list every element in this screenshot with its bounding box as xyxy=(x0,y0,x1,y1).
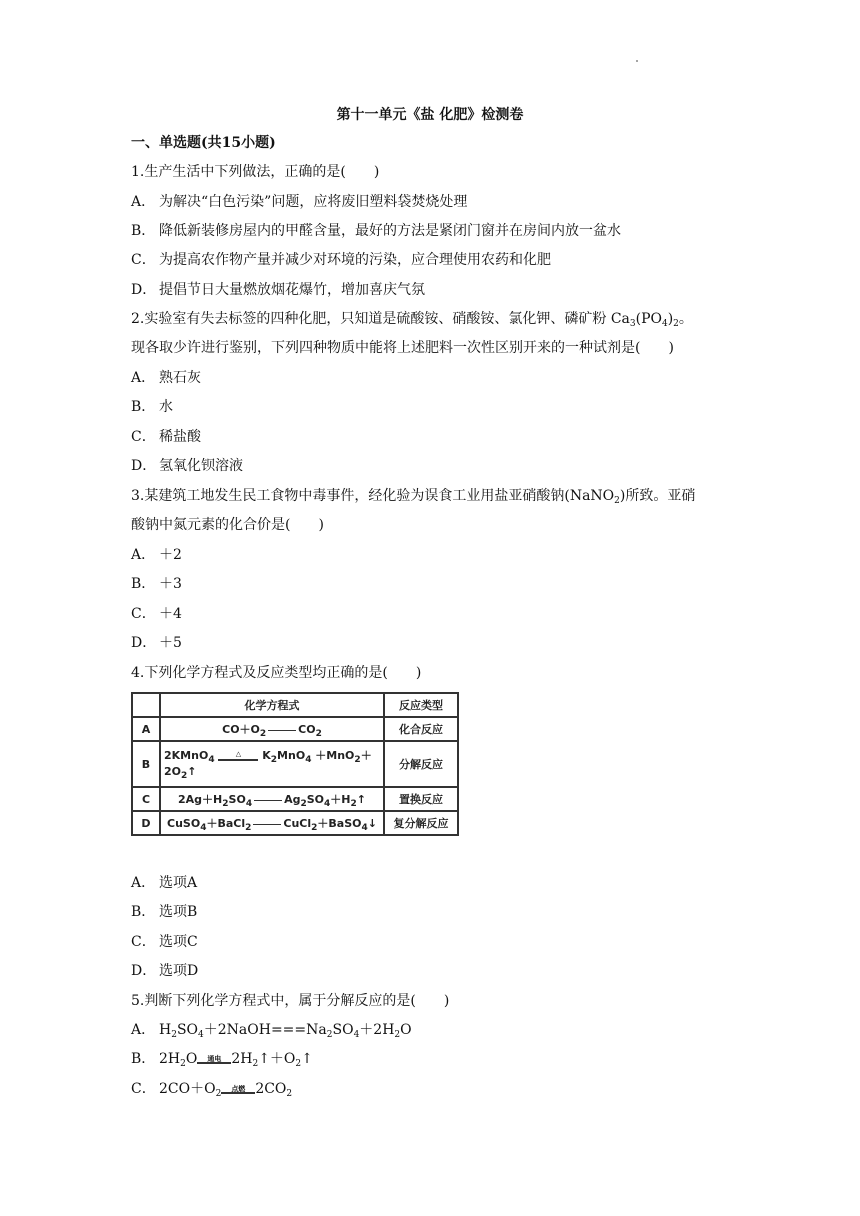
stem-text: )所致。亚硝 xyxy=(619,488,696,504)
equation-cell: $2Ag+H_2SO_4$ $Ag_2SO_4+H_2↑$ xyxy=(160,787,384,811)
option-text: ＋4 xyxy=(159,606,182,622)
equation-cell: CuSO$_4$＋BaCl$_2$ CuCl$_2$＋BaSO$_4$↓ xyxy=(160,811,384,835)
page-dot xyxy=(636,60,638,62)
option-label: B． xyxy=(131,399,156,415)
equation-cell: $CO+O_2$ $CO_2$ xyxy=(160,717,384,741)
q1-option-b xyxy=(131,221,621,241)
q5-option-a xyxy=(131,1020,412,1040)
equation-cell: 2KMnO$_4$ △ $K_2MnO_4 +MnO_2+$ $2O_2↑$ xyxy=(160,741,384,787)
q2-option-b xyxy=(131,397,173,417)
option-label: C． xyxy=(131,606,156,622)
subscript: 4 xyxy=(661,319,668,329)
stem-text: 2.实验室有失去标签的四种化肥，只知道是硫酸铵、硝酸铵、氯化钾、磷矿粉 xyxy=(131,311,607,327)
electrolysis-condition xyxy=(197,1053,231,1065)
option-text: ＋5 xyxy=(159,635,182,651)
equation: $2H_2O$ 通电 $2H_2↑+O_2↑$ xyxy=(159,1051,313,1069)
q2-option-d xyxy=(131,456,243,476)
option-label: B． xyxy=(131,1051,156,1067)
equation: $H_2SO_4+2NaOH===Na_2SO_4+2H_2O$ xyxy=(159,1022,412,1040)
question-2-stem-line2: 现各取少许进行鉴别，下列四种物质中能将上述肥料一次性区别开来的一种试剂是( ) xyxy=(131,340,674,356)
condition-text: 通电 xyxy=(207,1054,222,1063)
option-label: B． xyxy=(131,904,156,920)
option-label: C． xyxy=(131,429,156,445)
q1-option-a xyxy=(131,192,467,212)
formula: ) xyxy=(667,311,674,327)
question-2-stem-line1 xyxy=(131,309,693,329)
q2-option-a xyxy=(131,368,201,388)
option-text: 为提高农作物产量并减少对环境的污染，应合理使用农药和化肥 xyxy=(159,252,551,268)
option-text: 选项D xyxy=(159,963,199,979)
subscript: 3 xyxy=(629,319,636,329)
condition-text: 点燃 xyxy=(231,1084,246,1093)
row-id: D xyxy=(132,811,160,835)
option-label: B． xyxy=(131,223,156,239)
option-label: D． xyxy=(131,282,157,298)
option-text: 氢氧化钡溶液 xyxy=(159,458,243,474)
equation-line xyxy=(254,800,282,801)
table-header-row xyxy=(132,693,458,717)
option-text: ＋3 xyxy=(159,576,182,592)
question-5-stem: 5.判断下列化学方程式中，属于分解反应的是( ) xyxy=(131,993,450,1009)
option-text: 稀盐酸 xyxy=(159,429,201,445)
subscript: 2 xyxy=(673,319,679,329)
option-label: A． xyxy=(131,194,156,210)
condition-symbol: △ xyxy=(235,750,242,758)
option-text: 选项B xyxy=(159,904,198,920)
row-id: C xyxy=(132,787,160,811)
option-label: B． xyxy=(131,576,156,592)
formula: Ca xyxy=(610,311,630,327)
option-text: 水 xyxy=(159,399,173,415)
option-label: D． xyxy=(131,963,157,979)
option-label: A． xyxy=(131,370,156,386)
q4-option-d xyxy=(131,961,198,981)
option-text: 降低新装修房屋内的甲醛含量，最好的方法是紧闭门窗并在房间内放一盆水 xyxy=(159,223,621,239)
heat-condition xyxy=(218,750,258,762)
option-label: A． xyxy=(131,547,156,563)
q5-option-b xyxy=(131,1049,313,1069)
question-3-stem-line2: 酸钠中氮元素的化合价是( ) xyxy=(131,517,324,533)
equation-line xyxy=(268,730,296,731)
question-3-stem-line1 xyxy=(131,486,695,506)
table-header-cell: 化学方程式 xyxy=(160,693,384,717)
equation-line xyxy=(197,1062,231,1064)
q1-option-c xyxy=(131,250,551,270)
row-id: A xyxy=(132,717,160,741)
stem-text: 3.某建筑工地发生民工食物中毒事件，经化验为误食工业用盐亚硝酸钠(NaNO xyxy=(131,488,615,504)
table-row xyxy=(132,787,458,811)
ignition-condition xyxy=(221,1083,255,1095)
option-text: 为解决“白色污染”问题，应将废旧塑料袋焚烧处理 xyxy=(159,194,468,210)
q4-option-b xyxy=(131,902,197,922)
page-title: 第十一单元《盐 化肥》检测卷 xyxy=(336,107,524,123)
section-heading: 一、单选题(共15小题) xyxy=(131,135,276,151)
q4-option-c xyxy=(131,932,198,952)
option-text: 提倡节日大量燃放烟花爆竹，增加喜庆气氛 xyxy=(159,282,425,298)
option-label: C． xyxy=(131,252,156,268)
question-4-stem: 4.下列化学方程式及反应类型均正确的是( ) xyxy=(131,665,422,681)
q2-option-c xyxy=(131,427,201,447)
formula: (PO xyxy=(635,311,662,327)
question-1-stem: 1.生产生活中下列做法，正确的是( ) xyxy=(131,164,380,180)
option-label: D． xyxy=(131,635,157,651)
q1-option-d xyxy=(131,280,425,300)
option-text: 熟石灰 xyxy=(159,370,201,386)
subscript: 2 xyxy=(614,496,620,506)
option-label: A． xyxy=(131,875,156,891)
formula: 。 xyxy=(678,311,693,327)
q3-option-a xyxy=(131,545,182,565)
equation: $2CO+O_2$ 点燃 $2CO_2$ xyxy=(159,1081,293,1099)
table-row xyxy=(132,811,458,835)
option-label: C． xyxy=(131,1081,156,1097)
reaction-type: 复分解反应 xyxy=(384,811,458,835)
equation-line xyxy=(253,824,281,825)
q3-option-c xyxy=(131,604,182,624)
reaction-type: 分解反应 xyxy=(384,741,458,787)
table-row xyxy=(132,741,458,787)
table-row xyxy=(132,717,458,741)
table-header-cell: 反应类型 xyxy=(384,693,458,717)
reaction-type: 置换反应 xyxy=(384,787,458,811)
q4-option-a xyxy=(131,873,197,893)
equation-line xyxy=(218,759,258,761)
option-text: 选项A xyxy=(159,875,198,891)
option-text: ＋2 xyxy=(159,547,182,563)
reaction-type: 化合反应 xyxy=(384,717,458,741)
equation-line xyxy=(221,1092,255,1094)
option-text: 选项C xyxy=(159,934,198,950)
option-label: A． xyxy=(131,1022,156,1038)
option-label: C． xyxy=(131,934,156,950)
row-id: B xyxy=(132,741,160,787)
q3-option-b xyxy=(131,574,182,594)
reaction-table xyxy=(131,692,459,836)
table-header-cell xyxy=(132,693,160,717)
q5-option-c xyxy=(131,1079,292,1099)
q3-option-d xyxy=(131,633,182,653)
option-label: D． xyxy=(131,458,157,474)
